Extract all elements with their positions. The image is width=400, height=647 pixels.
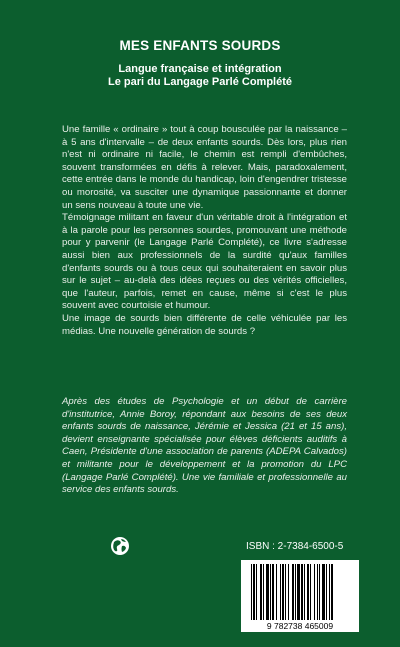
barcode-bar <box>317 564 318 620</box>
description-paragraph: Une image de sourds bien différente de celle véhiculée par les médias. Une nouvelle génération de sourds ? <box>62 312 347 337</box>
barcode-bar <box>263 564 264 620</box>
barcode-bar <box>260 564 262 620</box>
barcode-bar <box>319 564 320 620</box>
barcode-number: 9 782738 465009 <box>266 621 334 631</box>
globe-logo-icon <box>110 536 130 556</box>
barcode-bar <box>297 564 300 620</box>
barcode-bar <box>314 564 315 620</box>
barcode-graphic <box>241 560 359 632</box>
barcode-bar <box>272 564 274 620</box>
barcode-bar <box>307 564 309 620</box>
book-subtitle-line2: Le pari du Langage Parlé Complété <box>108 76 292 88</box>
barcode-bar <box>288 564 289 620</box>
barcode-bar <box>301 564 303 620</box>
cover-header <box>20 38 380 89</box>
barcode-bar <box>331 564 333 620</box>
description-paragraph: Une famille « ordinaire » tout à coup bousculée par la naissance – à 5 ans d'intervalle – de deux enfants sourds. Dès lors, plus rien n'est ni ordinaire ni facile, le chemin est rempli d'embûches, souvent transformées en défis à relever. Mais, paradoxalement, cette entrée dans le monde du handicap, loin d'engendrer tristesse ou morosité, va susciter une dynamique passionnante et donner un sens nouveau à toute une vie. <box>62 124 347 211</box>
barcode-bar <box>326 564 327 620</box>
author-bio <box>62 396 347 497</box>
barcode-bar <box>256 564 257 620</box>
isbn-label: ISBN : 2-7384-6500-5 <box>246 541 344 552</box>
barcode-bar <box>266 564 269 620</box>
barcode-bar <box>270 564 271 620</box>
book-subtitle-line1: Langue française et intégration <box>118 63 282 75</box>
description-paragraph: Témoignage militant en faveur d'un véritable droit à l'intégration et à la parole pour les personnes sourdes, promouvant une méthode pour y parvenir (le Langage Parlé Complété), ce livre s'adresse aussi bien aux professionnels de la surdité qu'aux familles d'enfants sourds ou à tous ceux qui souhaiteraient en savoir plus sur le sujet – au-delà des idées reçues ou des vérités officielles, que l'auteur, parfois, remet en cause, même si c'est le plus souvent avec courtoisie et humour. <box>62 212 347 312</box>
barcode-bar <box>280 564 281 620</box>
barcode-bar <box>285 564 286 620</box>
barcode-bar <box>276 564 277 620</box>
barcode-bar <box>282 564 284 620</box>
barcode-bar <box>251 564 252 620</box>
barcode-bar <box>322 564 325 620</box>
barcode <box>241 560 359 632</box>
barcode-bar <box>304 564 305 620</box>
book-title: MES ENFANTS SOURDS <box>119 38 281 53</box>
author-bio-text: Après des études de Psychologie et un début de carrière d'institutrice, Annie Boroy, répondant aux besoins de ses deux enfants sourds de naissance, Jérémie et Jessica (21 et 15 ans), devient enseignante spécialisée pour élèves déficients auditifs à Caen, Présidente d'une association de parents (ADEPA Calvados) et militante pour le développement et la promotion du LPC (Langage Parlé Complété). Une vie familiale et professionnelle au service des enfants sourds. <box>62 396 347 496</box>
barcode-bar <box>295 564 296 620</box>
barcode-bar <box>253 564 255 620</box>
barcode-bar <box>310 564 311 620</box>
barcode-bar <box>292 564 294 620</box>
barcode-bar <box>329 564 330 620</box>
book-description <box>62 124 347 338</box>
